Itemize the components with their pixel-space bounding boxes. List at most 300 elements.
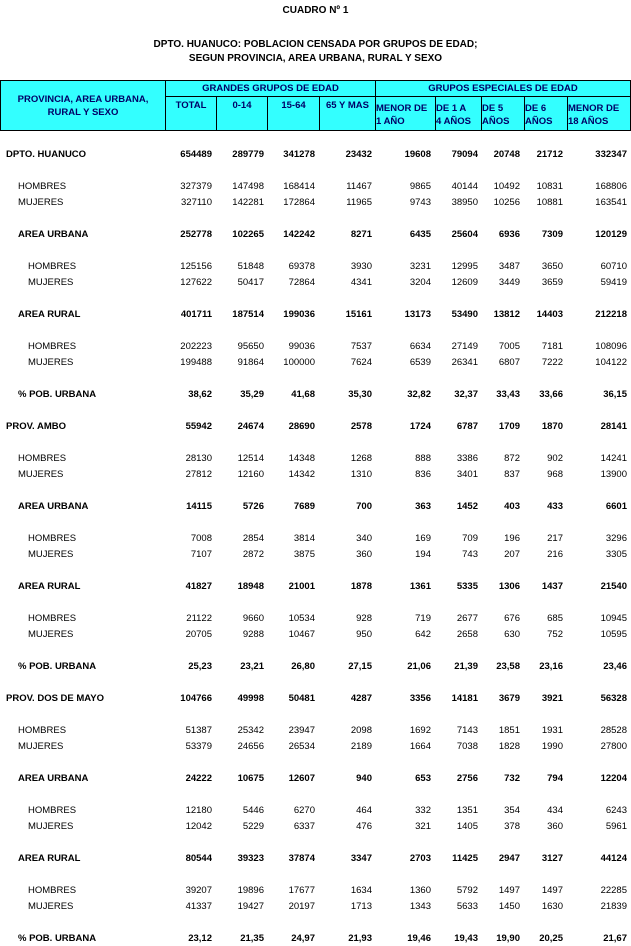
col-header [319, 96, 376, 131]
table-cell: 1724 [409, 421, 431, 432]
row-label: HOMBRES [28, 805, 77, 816]
table-cell: 6807 [498, 357, 520, 368]
table-cell: 9288 [242, 629, 264, 640]
table-cell: 196 [504, 533, 520, 544]
col-header-text: DE 1 A [436, 102, 467, 114]
row-label: HOMBRES [28, 533, 77, 544]
table-cell: 752 [547, 629, 563, 640]
group-header-grandes: GRANDES GRUPOS DE EDAD [165, 80, 376, 97]
col-header-text: DE 5 [482, 102, 504, 114]
table-cell: 37874 [288, 853, 315, 864]
table-cell: 207 [504, 549, 520, 560]
table-cell: 2658 [456, 629, 478, 640]
table-cell: 9865 [409, 181, 431, 192]
table-cell: 20,25 [539, 933, 563, 944]
table-cell: 7309 [541, 229, 563, 240]
table-cell: 23,46 [603, 661, 627, 672]
table-cell: 360 [547, 821, 563, 832]
table-cell: 14115 [186, 501, 212, 512]
table-row [0, 852, 631, 865]
table-cell: 23,16 [539, 661, 563, 672]
table-cell: 28690 [288, 421, 315, 432]
table-cell: 33,66 [539, 389, 563, 400]
table-row [0, 468, 631, 481]
table-row [0, 196, 631, 209]
table-cell: 709 [462, 533, 478, 544]
row-label: % POB. URBANA [18, 661, 97, 672]
col-header-text: AÑOS [482, 115, 510, 127]
table-cell: 3921 [541, 693, 563, 704]
table-cell: 22285 [600, 885, 627, 896]
table-cell: 1452 [456, 501, 478, 512]
table-cell: 202223 [180, 341, 212, 352]
col-header-text: MENOR DE [376, 102, 428, 114]
row-label: MUJERES [18, 469, 64, 480]
table-cell: 354 [504, 805, 520, 816]
col-header [267, 96, 320, 131]
table-cell: 28141 [600, 421, 627, 432]
table-cell: 7537 [350, 341, 372, 352]
row-label: HOMBRES [28, 261, 77, 272]
col-header [524, 96, 568, 131]
table-cell: 24222 [185, 773, 212, 784]
table-row [0, 276, 631, 289]
table-row [0, 820, 631, 833]
table-cell: 194 [415, 549, 431, 560]
table-cell: 32,37 [454, 389, 478, 400]
table-cell: 1437 [541, 581, 563, 592]
table-header [0, 80, 631, 131]
table-cell: 676 [504, 613, 520, 624]
table-cell: 1931 [541, 725, 563, 736]
table-cell: 327110 [181, 197, 212, 208]
table-cell: 2677 [456, 613, 478, 624]
table-cell: 169 [415, 533, 431, 544]
table-cell: 7143 [456, 725, 478, 736]
table-cell: 1268 [350, 453, 372, 464]
col-header-text: 18 AÑOS [568, 115, 609, 127]
table-cell: 21001 [288, 581, 315, 592]
table-cell: 1634 [350, 885, 372, 896]
row-label: HOMBRES [28, 885, 77, 896]
table-row [0, 356, 631, 369]
table-cell: 12995 [451, 261, 478, 272]
table-cell: 217 [547, 533, 563, 544]
col-header-text: AÑOS [525, 115, 553, 127]
table-cell: 7624 [350, 357, 372, 368]
col-header-text: TOTAL [175, 100, 207, 111]
table-row [0, 452, 631, 465]
col-header-text: 1 AÑO [376, 115, 405, 127]
table-cell: 719 [415, 613, 431, 624]
table-cell: 49998 [237, 693, 264, 704]
table-row [0, 804, 631, 817]
table-cell: 1664 [409, 741, 431, 752]
table-row [0, 532, 631, 545]
table-cell: 24,97 [291, 933, 315, 944]
table-cell: 21122 [186, 613, 212, 624]
table-cell: 3127 [541, 853, 563, 864]
table-row [0, 740, 631, 753]
row-label: AREA RURAL [18, 309, 81, 320]
table-row [0, 692, 631, 705]
table-cell: 50417 [237, 277, 264, 288]
table-cell: 3296 [605, 533, 627, 544]
table-cell: 100000 [283, 357, 315, 368]
row-label: DPTO. HUANUCO [6, 149, 87, 160]
table-cell: 968 [547, 469, 563, 480]
table-cell: 12607 [288, 773, 315, 784]
table-cell: 1450 [498, 901, 520, 912]
row-label: PROV. AMBO [6, 421, 67, 432]
table-cell: 940 [356, 773, 372, 784]
row-label: MUJERES [28, 357, 74, 368]
table-cell: 163541 [595, 197, 627, 208]
table-cell: 51848 [237, 261, 264, 272]
table-cell: 60710 [600, 261, 627, 272]
table-cell: 44124 [600, 853, 627, 864]
table-cell: 13900 [600, 469, 627, 480]
table-cell: 7181 [541, 341, 563, 352]
col-header [435, 96, 482, 131]
table-cell: 1630 [541, 901, 563, 912]
table-cell: 4287 [350, 693, 372, 704]
table-row [0, 148, 631, 161]
table-cell: 21712 [536, 149, 563, 160]
table-cell: 332347 [595, 149, 627, 160]
table-cell: 3231 [409, 261, 431, 272]
table-cell: 53379 [185, 741, 212, 752]
table-cell: 51387 [185, 725, 212, 736]
table-cell: 21,06 [407, 661, 431, 672]
table-row [0, 612, 631, 625]
table-cell: 12514 [237, 453, 264, 464]
table-cell: 10945 [600, 613, 627, 624]
table-subtitle: SEGUN PROVINCIA, AREA URBANA, RURAL Y SEXO [188, 53, 443, 64]
table-cell: 11467 [346, 181, 372, 192]
table-cell: 38,62 [188, 389, 212, 400]
table-cell: 6936 [498, 229, 520, 240]
table-cell: 99036 [288, 341, 315, 352]
table-cell: 403 [504, 501, 520, 512]
table-cell: 125156 [180, 261, 212, 272]
table-cell: 39323 [237, 853, 264, 864]
table-cell: 79094 [451, 149, 478, 160]
table-cell: 12160 [237, 469, 264, 480]
table-cell: 1709 [498, 421, 520, 432]
table-cell: 53490 [451, 309, 478, 320]
table-cell: 12180 [185, 805, 212, 816]
table-cell: 10256 [493, 197, 520, 208]
table-cell: 10831 [536, 181, 563, 192]
table-cell: 950 [356, 629, 372, 640]
table-cell: 5726 [242, 501, 264, 512]
table-cell: 5229 [242, 821, 264, 832]
table-cell: 187514 [232, 309, 264, 320]
table-cell: 21,39 [454, 661, 478, 672]
table-cell: 653 [415, 773, 431, 784]
table-cell: 363 [415, 501, 431, 512]
table-cell: 10675 [237, 773, 264, 784]
table-cell: 41,68 [291, 389, 315, 400]
table-cell: 3204 [409, 277, 431, 288]
table-cell: 14342 [288, 469, 315, 480]
table-cell: 10467 [288, 629, 315, 640]
table-cell: 17677 [288, 885, 315, 896]
table-cell: 685 [547, 613, 563, 624]
table-cell: 3305 [605, 549, 627, 560]
table-cell: 3356 [409, 693, 431, 704]
table-cell: 6243 [605, 805, 627, 816]
table-row [0, 500, 631, 513]
table-cell: 6270 [293, 805, 315, 816]
table-cell: 7222 [541, 357, 563, 368]
table-cell: 2854 [242, 533, 264, 544]
table-cell: 2098 [350, 725, 372, 736]
table-cell: 36,15 [603, 389, 627, 400]
table-row [0, 628, 631, 641]
table-cell: 10595 [600, 629, 627, 640]
row-label: MUJERES [28, 549, 74, 560]
table-cell: 41337 [185, 901, 212, 912]
table-cell: 341278 [283, 149, 315, 160]
table-cell: 50481 [288, 693, 315, 704]
table-cell: 33,43 [496, 389, 520, 400]
row-label: MUJERES [28, 629, 74, 640]
table-cell: 199036 [283, 309, 315, 320]
table-cell: 476 [356, 821, 372, 832]
table-cell: 25,23 [188, 661, 212, 672]
table-cell: 1343 [409, 901, 431, 912]
table-cell: 80544 [185, 853, 212, 864]
table-row [0, 580, 631, 593]
table-cell: 19427 [237, 901, 264, 912]
table-cell: 340 [356, 533, 372, 544]
table-cell: 3401 [456, 469, 478, 480]
row-label: MUJERES [28, 821, 74, 832]
table-cell: 7107 [190, 549, 212, 560]
table-cell: 5792 [456, 885, 478, 896]
table-cell: 56328 [600, 693, 627, 704]
col-header-text: 0-14 [232, 100, 252, 111]
table-cell: 20197 [288, 901, 315, 912]
table-cell: 7038 [456, 741, 478, 752]
table-cell: 25342 [237, 725, 264, 736]
row-label-header [0, 80, 166, 131]
col-header-text: 4 AÑOS [436, 115, 472, 127]
table-cell: 12609 [451, 277, 478, 288]
table-cell: 108096 [595, 341, 627, 352]
table-cell: 212218 [595, 309, 627, 320]
row-label: MUJERES [18, 197, 64, 208]
col-header-text: 15-64 [281, 100, 306, 111]
table-cell: 6539 [409, 357, 431, 368]
table-cell: 26341 [451, 357, 478, 368]
table-cell: 332 [415, 805, 431, 816]
table-cell: 1713 [350, 901, 372, 912]
table-cell: 26534 [288, 741, 315, 752]
table-cell: 10534 [288, 613, 315, 624]
table-cell: 24674 [237, 421, 264, 432]
row-label-header-line1: PROVINCIA, AREA URBANA, [17, 93, 149, 105]
row-label: % POB. URBANA [18, 933, 97, 944]
row-label: AREA RURAL [18, 581, 81, 592]
table-cell: 1692 [409, 725, 431, 736]
table-cell: 216 [547, 549, 563, 560]
table-row [0, 724, 631, 737]
table-cell: 104766 [180, 693, 212, 704]
table-cell: 142281 [232, 197, 264, 208]
row-label: MUJERES [18, 741, 64, 752]
table-cell: 20705 [185, 629, 212, 640]
table-cell: 1351 [456, 805, 478, 816]
table-cell: 630 [504, 629, 520, 640]
table-cell: 1990 [541, 741, 563, 752]
table-cell: 3386 [456, 453, 478, 464]
table-row [0, 548, 631, 561]
table-cell: 13812 [493, 309, 520, 320]
table-cell: 433 [547, 501, 563, 512]
table-cell: 18948 [237, 581, 264, 592]
table-cell: 794 [547, 773, 563, 784]
table-cell: 289779 [232, 149, 264, 160]
table-row [0, 180, 631, 193]
col-header [375, 96, 436, 131]
table-cell: 700 [356, 501, 372, 512]
table-cell: 55942 [185, 421, 212, 432]
table-cell: 1497 [541, 885, 563, 896]
table-cell: 14181 [451, 693, 478, 704]
table-cell: 69378 [288, 261, 315, 272]
table-cell: 321 [415, 821, 431, 832]
table-cell: 35,30 [348, 389, 372, 400]
row-label: % POB. URBANA [18, 389, 97, 400]
col-header-text: DE 6 [525, 102, 547, 114]
table-row [0, 900, 631, 913]
table-cell: 888 [415, 453, 431, 464]
col-header [481, 96, 525, 131]
table-cell: 464 [356, 805, 372, 816]
table-cell: 120129 [595, 229, 627, 240]
table-title: DPTO. HUANUCO: POBLACION CENSADA POR GRUPOS DE EDAD; [153, 39, 478, 50]
row-label: AREA URBANA [18, 501, 89, 512]
table-cell: 147498 [232, 181, 264, 192]
row-label: HOMBRES [18, 453, 67, 464]
table-cell: 3679 [498, 693, 520, 704]
table-cell: 35,29 [240, 389, 264, 400]
table-cell: 199488 [180, 357, 212, 368]
table-cell: 2872 [242, 549, 264, 560]
table-cell: 14241 [600, 453, 627, 464]
table-cell: 19896 [237, 885, 264, 896]
table-cell: 19608 [404, 149, 431, 160]
table-cell: 27812 [185, 469, 212, 480]
table-cell: 2578 [350, 421, 372, 432]
table-cell: 21,35 [240, 933, 264, 944]
table-cell: 6787 [456, 421, 478, 432]
table-cell: 15161 [345, 309, 372, 320]
table-cell: 360 [356, 549, 372, 560]
table-cell: 1851 [498, 725, 520, 736]
table-cell: 5335 [456, 581, 478, 592]
table-cell: 1405 [456, 821, 478, 832]
table-cell: 6634 [409, 341, 431, 352]
table-cell: 1870 [541, 421, 563, 432]
table-cell: 12204 [600, 773, 627, 784]
table-cell: 4341 [350, 277, 372, 288]
table-cell: 3650 [541, 261, 563, 272]
table-row [0, 932, 631, 945]
table-cell: 6435 [409, 229, 431, 240]
table-row [0, 420, 631, 433]
table-cell: 20748 [493, 149, 520, 160]
table-row [0, 772, 631, 785]
table-cell: 902 [547, 453, 563, 464]
group-header-especiales: GRUPOS ESPECIALES DE EDAD [375, 80, 631, 97]
table-row [0, 340, 631, 353]
table-cell: 5446 [242, 805, 264, 816]
table-cell: 27,15 [348, 661, 372, 672]
table-cell: 95650 [237, 341, 264, 352]
table-cell: 25604 [451, 229, 478, 240]
table-cell: 168806 [595, 181, 627, 192]
table-cell: 1360 [409, 885, 431, 896]
table-cell: 1878 [350, 581, 372, 592]
table-cell: 10492 [493, 181, 520, 192]
table-cell: 378 [504, 821, 520, 832]
table-cell: 5633 [456, 901, 478, 912]
row-label: HOMBRES [28, 613, 77, 624]
table-cell: 3487 [498, 261, 520, 272]
table-row [0, 260, 631, 273]
table-cell: 27800 [600, 741, 627, 752]
row-label-header-line2: RURAL Y SEXO [47, 106, 119, 118]
table-cell: 6337 [293, 821, 315, 832]
col-header [216, 96, 268, 131]
table-cell: 24656 [237, 741, 264, 752]
table-cell: 142242 [283, 229, 315, 240]
table-cell: 28130 [185, 453, 212, 464]
row-label: MUJERES [28, 901, 74, 912]
table-cell: 19,43 [454, 933, 478, 944]
table-cell: 6601 [605, 501, 627, 512]
table-cell: 7689 [293, 501, 315, 512]
table-cell: 23,21 [240, 661, 264, 672]
table-cell: 28528 [600, 725, 627, 736]
row-label: HOMBRES [18, 181, 67, 192]
table-cell: 1361 [409, 581, 431, 592]
table-cell: 7005 [498, 341, 520, 352]
table-row [0, 308, 631, 321]
table-cell: 102265 [232, 229, 264, 240]
table-cell: 172864 [283, 197, 315, 208]
table-cell: 2703 [409, 853, 431, 864]
table-cell: 39207 [185, 885, 212, 896]
table-cell: 12042 [185, 821, 212, 832]
table-cell: 168414 [283, 181, 315, 192]
table-cell: 3449 [498, 277, 520, 288]
table-cell: 3347 [350, 853, 372, 864]
table-cell: 8271 [350, 229, 372, 240]
table-cell: 2756 [456, 773, 478, 784]
table-cell: 2947 [498, 853, 520, 864]
table-cell: 10881 [536, 197, 563, 208]
table-cell: 91864 [237, 357, 264, 368]
table-cell: 928 [356, 613, 372, 624]
table-cell: 26,80 [291, 661, 315, 672]
table-cell: 3814 [293, 533, 315, 544]
table-cell: 654489 [180, 149, 212, 160]
